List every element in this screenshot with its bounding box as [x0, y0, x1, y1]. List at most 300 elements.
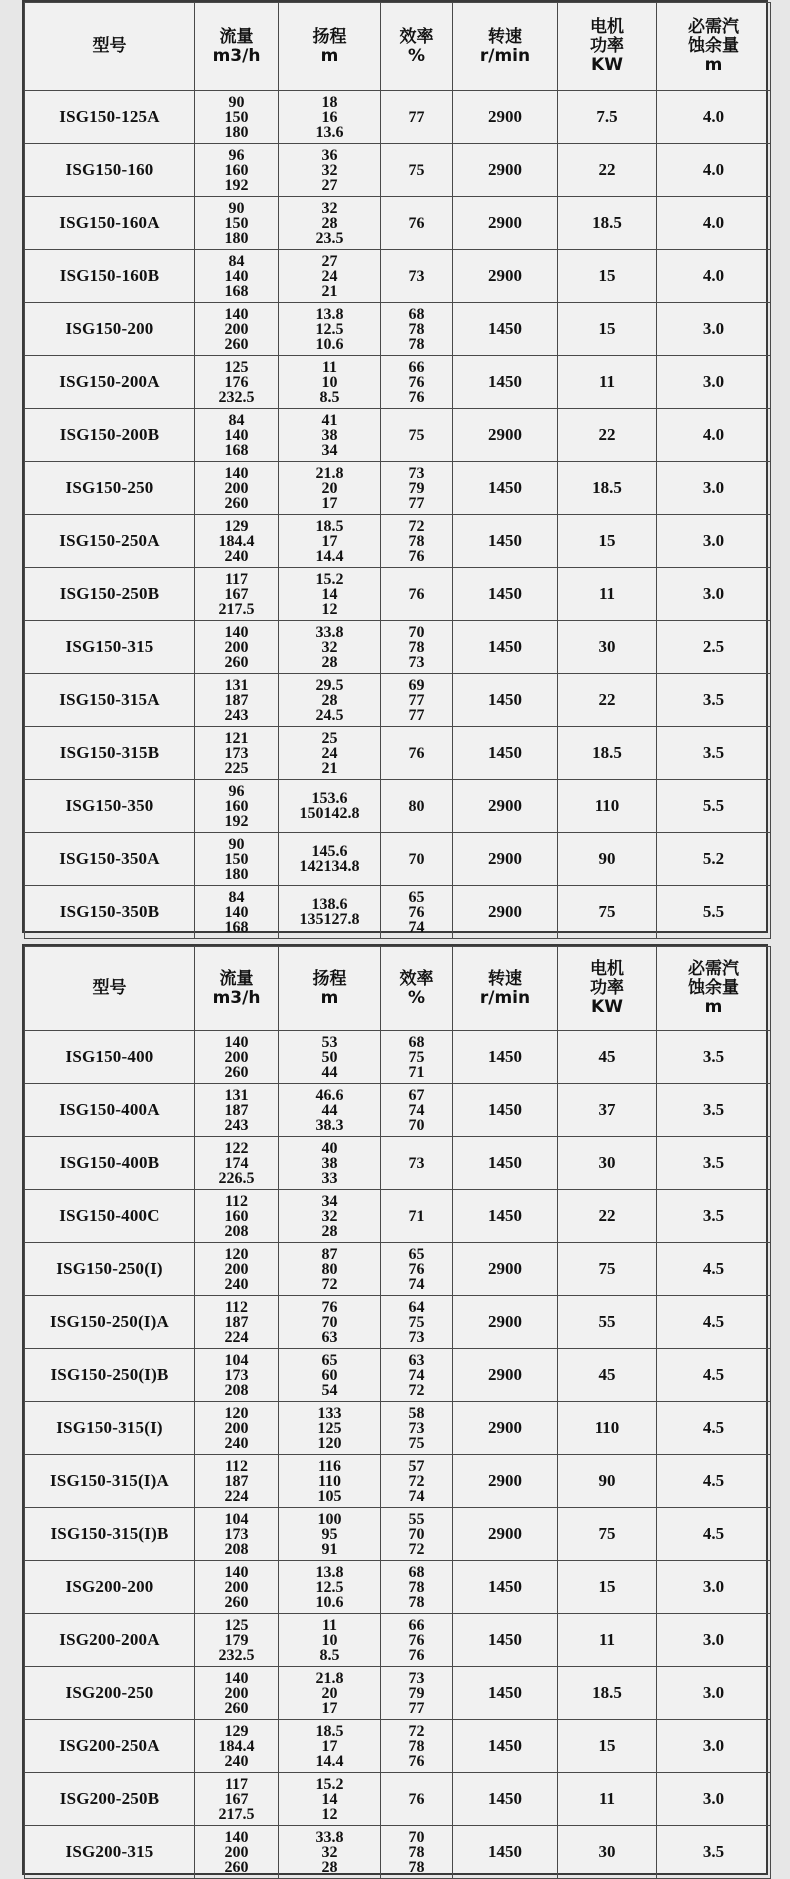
- flow-cell-value: 226.5: [218, 1169, 255, 1187]
- npsh-cell: 4.0: [657, 91, 771, 144]
- power-cell: 22: [558, 674, 657, 727]
- model-cell: ISG150-250A: [25, 515, 195, 568]
- head-cell-value: 32: [321, 638, 338, 656]
- flow-cell-value: 180: [224, 123, 249, 141]
- flow-cell: [195, 674, 279, 727]
- power-cell: 18.5: [558, 1667, 657, 1720]
- head-cell-value: 17: [321, 494, 338, 512]
- speed-cell: 1450: [453, 1773, 558, 1826]
- table-row: [25, 1402, 771, 1455]
- speed-cell: 1450: [453, 621, 558, 674]
- flow-cell-value: 84: [228, 252, 245, 270]
- efficiency-cell-value: 76: [408, 547, 425, 565]
- flow-cell: [195, 727, 279, 780]
- flow-cell-value: 84: [228, 888, 245, 906]
- efficiency-cell-value: 77: [408, 691, 425, 709]
- head-cell-value: 21.8: [315, 1669, 344, 1687]
- npsh-cell: 3.5: [657, 1190, 771, 1243]
- table-row: [25, 515, 771, 568]
- efficiency-cell: [381, 833, 453, 886]
- flow-cell: [195, 1561, 279, 1614]
- flow-cell-value: 140: [224, 1563, 249, 1581]
- npsh-cell: 3.0: [657, 1773, 771, 1826]
- flow-cell-value: 200: [224, 638, 249, 656]
- header-efficiency: 效率 %: [381, 3, 453, 91]
- head-cell-value: 12.5: [315, 320, 344, 338]
- head-cell-value: 125: [317, 1419, 342, 1437]
- power-cell: 30: [558, 1826, 657, 1879]
- flow-cell-value: 112: [224, 1298, 249, 1316]
- flow-cell-value: 200: [224, 1048, 249, 1066]
- flow-cell-value: 129: [224, 517, 249, 535]
- flow-cell-value: 260: [224, 1063, 249, 1081]
- speed-cell: 2900: [453, 1402, 558, 1455]
- flow-cell-value: 96: [228, 782, 245, 800]
- head-cell-value: 24: [321, 267, 338, 285]
- flow-cell: [195, 1773, 279, 1826]
- efficiency-cell-value: 78: [408, 1843, 425, 1861]
- efficiency-cell-value: 76: [408, 1752, 425, 1770]
- efficiency-cell: [381, 1402, 453, 1455]
- head-cell: [279, 780, 381, 833]
- flow-cell-value: 200: [224, 1843, 249, 1861]
- flow-cell-value: 168: [224, 918, 249, 936]
- flow-cell: [195, 1190, 279, 1243]
- efficiency-cell-value: 74: [408, 1275, 425, 1293]
- head-cell-value: 25: [321, 729, 338, 747]
- efficiency-cell-value: 78: [408, 638, 425, 656]
- npsh-cell: 3.0: [657, 515, 771, 568]
- speed-cell: 2900: [453, 250, 558, 303]
- power-cell: 22: [558, 144, 657, 197]
- efficiency-cell: [381, 674, 453, 727]
- flow-cell-value: 104: [224, 1510, 249, 1528]
- head-cell-value: 14.4: [315, 1752, 344, 1770]
- efficiency-cell-value: 68: [408, 1563, 425, 1581]
- efficiency-cell: [381, 1137, 453, 1190]
- head-cell: [279, 1349, 381, 1402]
- flow-cell-value: 200: [224, 320, 249, 338]
- head-cell: [279, 886, 381, 939]
- efficiency-cell-value: 75: [408, 1313, 425, 1331]
- npsh-cell: 3.0: [657, 1561, 771, 1614]
- flow-cell: [195, 356, 279, 409]
- head-cell-value: 20: [321, 1684, 338, 1702]
- power-cell: 30: [558, 621, 657, 674]
- head-cell: [279, 1773, 381, 1826]
- efficiency-cell-value: 69: [408, 676, 425, 694]
- table-row: [25, 780, 771, 833]
- head-cell-value: 18.5: [315, 517, 344, 535]
- model-cell: ISG150-315A: [25, 674, 195, 727]
- efficiency-cell-value: 78: [408, 320, 425, 338]
- spec-table-panel-1: [22, 0, 768, 936]
- flow-cell-value: 112: [224, 1457, 249, 1475]
- npsh-cell: 3.0: [657, 1667, 771, 1720]
- flow-cell-value: 200: [224, 1578, 249, 1596]
- head-cell-value: 27: [321, 252, 338, 270]
- table-row: [25, 197, 771, 250]
- model-cell: ISG150-250B: [25, 568, 195, 621]
- power-cell: 110: [558, 780, 657, 833]
- efficiency-cell-value: 70: [408, 623, 425, 641]
- efficiency-cell-value: 66: [408, 1616, 425, 1634]
- header-head: 扬程 m: [279, 3, 381, 91]
- table-row: [25, 1826, 771, 1879]
- head-cell-value: 17: [321, 1737, 338, 1755]
- flow-cell: [195, 1508, 279, 1561]
- efficiency-cell-value: 76: [408, 373, 425, 391]
- head-cell-value: 18.5: [315, 1722, 344, 1740]
- flow-cell: [195, 1349, 279, 1402]
- flow-cell-value: 232.5: [218, 1646, 255, 1664]
- table-body-2: [25, 1031, 771, 1879]
- efficiency-cell-value: 78: [408, 1578, 425, 1596]
- power-cell: 90: [558, 1455, 657, 1508]
- head-cell: [279, 91, 381, 144]
- model-cell: ISG150-160A: [25, 197, 195, 250]
- model-cell: ISG150-200B: [25, 409, 195, 462]
- table-row: [25, 356, 771, 409]
- flow-cell-value: 168: [224, 441, 249, 459]
- flow-cell-value: 129: [224, 1722, 249, 1740]
- head-cell: [279, 727, 381, 780]
- speed-cell: 1450: [453, 303, 558, 356]
- efficiency-cell: [381, 886, 453, 939]
- npsh-cell: 3.0: [657, 1614, 771, 1667]
- npsh-cell: 5.2: [657, 833, 771, 886]
- power-cell: 30: [558, 1137, 657, 1190]
- flow-cell: [195, 568, 279, 621]
- npsh-cell: 3.5: [657, 1031, 771, 1084]
- head-cell: [279, 1720, 381, 1773]
- table-row: [25, 568, 771, 621]
- head-cell-value: 50: [321, 1048, 338, 1066]
- flow-cell: [195, 1826, 279, 1879]
- power-cell: 15: [558, 250, 657, 303]
- head-cell: [279, 1084, 381, 1137]
- power-cell: 18.5: [558, 462, 657, 515]
- efficiency-cell-value: 67: [408, 1086, 425, 1104]
- model-cell: ISG150-160B: [25, 250, 195, 303]
- header-npsh: 必需汽 蚀余量 m: [657, 3, 771, 91]
- head-cell-value: 24.5: [315, 706, 344, 724]
- efficiency-cell: [381, 462, 453, 515]
- npsh-cell: 3.5: [657, 727, 771, 780]
- head-cell-value: 13.6: [315, 123, 344, 141]
- efficiency-cell-value: 72: [408, 1540, 425, 1558]
- power-cell: 7.5: [558, 91, 657, 144]
- power-cell: 75: [558, 1243, 657, 1296]
- flow-cell-value: 122: [224, 1139, 249, 1157]
- flow-cell-value: 192: [224, 812, 249, 830]
- efficiency-cell: [381, 621, 453, 674]
- head-cell: [279, 1508, 381, 1561]
- flow-cell-value: 117: [224, 1775, 249, 1793]
- flow-cell-value: 140: [224, 267, 249, 285]
- speed-cell: 2900: [453, 144, 558, 197]
- flow-cell-value: 187: [224, 1472, 249, 1490]
- flow-cell-value: 187: [224, 691, 249, 709]
- npsh-cell: 3.0: [657, 356, 771, 409]
- flow-cell-value: 184.4: [218, 532, 255, 550]
- flow-cell: [195, 780, 279, 833]
- head-cell-value: 29.5: [315, 676, 344, 694]
- efficiency-cell-value: 80: [408, 797, 425, 815]
- efficiency-cell-value: 72: [408, 517, 425, 535]
- head-cell-value: 138.6: [311, 896, 348, 913]
- efficiency-cell-value: 74: [408, 1101, 425, 1119]
- efficiency-cell: [381, 1508, 453, 1561]
- head-cell: [279, 409, 381, 462]
- head-cell-value: 10.6: [315, 1593, 344, 1611]
- flow-cell-value: 225: [224, 759, 249, 777]
- model-cell: ISG150-400C: [25, 1190, 195, 1243]
- efficiency-cell: [381, 1349, 453, 1402]
- speed-cell: 2900: [453, 1508, 558, 1561]
- header-model: 型号: [25, 3, 195, 91]
- speed-cell: 2900: [453, 1349, 558, 1402]
- header-npsh: 必需汽 蚀余量 m: [657, 947, 771, 1031]
- flow-cell-value: 260: [224, 653, 249, 671]
- pump-spec-table-2: [24, 946, 771, 1879]
- head-cell: [279, 1667, 381, 1720]
- efficiency-cell-value: 79: [408, 1684, 425, 1702]
- power-cell: 75: [558, 1508, 657, 1561]
- power-cell: 18.5: [558, 197, 657, 250]
- flow-cell-value: 140: [224, 426, 249, 444]
- flow-cell: [195, 144, 279, 197]
- flow-cell-value: 140: [224, 903, 249, 921]
- head-cell-value: 38: [321, 426, 338, 444]
- speed-cell: 2900: [453, 833, 558, 886]
- flow-cell-value: 174: [224, 1154, 249, 1172]
- head-cell-value: 28: [321, 691, 338, 709]
- head-cell: [279, 1031, 381, 1084]
- efficiency-cell: [381, 356, 453, 409]
- speed-cell: 2900: [453, 91, 558, 144]
- efficiency-cell-value: 71: [408, 1063, 425, 1081]
- head-cell-value: 60: [321, 1366, 338, 1384]
- flow-cell-value: 140: [224, 1828, 249, 1846]
- head-cell-value: 10: [321, 373, 338, 391]
- header-efficiency: 效率 %: [381, 947, 453, 1031]
- efficiency-cell: [381, 1561, 453, 1614]
- head-cell-value: 17: [321, 1699, 338, 1717]
- speed-cell: 1450: [453, 674, 558, 727]
- flow-cell-value: 260: [224, 1699, 249, 1717]
- model-cell: ISG150-315B: [25, 727, 195, 780]
- power-cell: 55: [558, 1296, 657, 1349]
- head-cell: [279, 515, 381, 568]
- flow-cell-value: 140: [224, 305, 249, 323]
- head-cell: [279, 1402, 381, 1455]
- head-cell-value: 14: [321, 585, 338, 603]
- power-cell: 37: [558, 1084, 657, 1137]
- head-cell-value: 17: [321, 532, 338, 550]
- flow-cell-value: 208: [224, 1222, 249, 1240]
- power-cell: 75: [558, 886, 657, 939]
- speed-cell: 1450: [453, 1137, 558, 1190]
- flow-cell-value: 120: [224, 1404, 249, 1422]
- flow-cell: [195, 303, 279, 356]
- flow-cell-value: 140: [224, 1033, 249, 1051]
- head-cell-value: 87: [321, 1245, 338, 1263]
- flow-cell-value: 131: [224, 1086, 249, 1104]
- head-cell-value: 100: [317, 1510, 342, 1528]
- head-cell-value: 32: [321, 1207, 338, 1225]
- flow-cell-value: 240: [224, 1434, 249, 1452]
- efficiency-cell: [381, 1190, 453, 1243]
- head-cell: [279, 462, 381, 515]
- flow-cell-value: 140: [224, 1669, 249, 1687]
- head-cell: [279, 1455, 381, 1508]
- head-cell: [279, 568, 381, 621]
- head-cell: [279, 144, 381, 197]
- head-cell-value: 150142.8: [299, 805, 360, 822]
- head-cell-value: 72: [321, 1275, 338, 1293]
- efficiency-cell: [381, 1773, 453, 1826]
- efficiency-cell-value: 77: [408, 494, 425, 512]
- flow-cell-value: 232.5: [218, 388, 255, 406]
- npsh-cell: 3.0: [657, 1720, 771, 1773]
- power-cell: 22: [558, 1190, 657, 1243]
- flow-cell-value: 160: [224, 1207, 249, 1225]
- head-cell-value: 15.2: [315, 570, 344, 588]
- npsh-cell: 3.0: [657, 568, 771, 621]
- flow-cell: [195, 621, 279, 674]
- power-cell: 11: [558, 568, 657, 621]
- model-cell: ISG150-200A: [25, 356, 195, 409]
- efficiency-cell: [381, 515, 453, 568]
- power-cell: 15: [558, 515, 657, 568]
- efficiency-cell: [381, 1296, 453, 1349]
- model-cell: ISG200-200: [25, 1561, 195, 1614]
- head-cell: [279, 303, 381, 356]
- efficiency-cell-value: 79: [408, 479, 425, 497]
- head-cell-value: 105: [317, 1487, 342, 1505]
- flow-cell: [195, 1137, 279, 1190]
- flow-cell-value: 240: [224, 1752, 249, 1770]
- flow-cell-value: 176: [224, 373, 249, 391]
- efficiency-cell-value: 73: [408, 267, 425, 285]
- flow-cell: [195, 1455, 279, 1508]
- npsh-cell: 3.0: [657, 462, 771, 515]
- efficiency-cell-value: 75: [408, 1048, 425, 1066]
- efficiency-cell-value: 68: [408, 305, 425, 323]
- table-row: [25, 1190, 771, 1243]
- flow-cell-value: 150: [224, 108, 249, 126]
- flow-cell-value: 240: [224, 1275, 249, 1293]
- speed-cell: 1450: [453, 1084, 558, 1137]
- efficiency-cell-value: 75: [408, 426, 425, 444]
- head-cell-value: 133: [317, 1404, 342, 1422]
- efficiency-cell-value: 77: [408, 108, 425, 126]
- head-cell-value: 28: [321, 1858, 338, 1876]
- table-row: [25, 1031, 771, 1084]
- power-cell: 11: [558, 1614, 657, 1667]
- head-cell-value: 33: [321, 1169, 338, 1187]
- model-cell: ISG150-315(I)A: [25, 1455, 195, 1508]
- head-cell-value: 21: [321, 759, 338, 777]
- power-cell: 15: [558, 1720, 657, 1773]
- head-cell-value: 15.2: [315, 1775, 344, 1793]
- speed-cell: 2900: [453, 409, 558, 462]
- flow-cell: [195, 91, 279, 144]
- table-row: [25, 303, 771, 356]
- npsh-cell: 5.5: [657, 780, 771, 833]
- efficiency-cell: [381, 1084, 453, 1137]
- table-row: [25, 91, 771, 144]
- npsh-cell: 3.5: [657, 674, 771, 727]
- head-cell-value: 41: [321, 411, 338, 429]
- header-model: 型号: [25, 947, 195, 1031]
- head-cell-value: 54: [321, 1381, 338, 1399]
- speed-cell: 1450: [453, 1667, 558, 1720]
- speed-cell: 2900: [453, 886, 558, 939]
- npsh-cell: 4.5: [657, 1455, 771, 1508]
- head-cell-value: 65: [321, 1351, 338, 1369]
- head-cell-value: 80: [321, 1260, 338, 1278]
- table-row: [25, 1296, 771, 1349]
- header-row: [25, 3, 771, 91]
- flow-cell-value: 173: [224, 1366, 249, 1384]
- model-cell: ISG150-315(I): [25, 1402, 195, 1455]
- head-cell-value: 120: [317, 1434, 342, 1452]
- efficiency-cell: [381, 1667, 453, 1720]
- speed-cell: 2900: [453, 1243, 558, 1296]
- head-cell: [279, 1243, 381, 1296]
- head-cell: [279, 833, 381, 886]
- npsh-cell: 4.0: [657, 144, 771, 197]
- table-row: [25, 1561, 771, 1614]
- efficiency-cell-value: 76: [408, 1790, 425, 1808]
- flow-cell-value: 179: [224, 1631, 249, 1649]
- efficiency-cell-value: 73: [408, 1669, 425, 1687]
- flow-cell-value: 160: [224, 797, 249, 815]
- table-row: [25, 833, 771, 886]
- efficiency-cell: [381, 727, 453, 780]
- flow-cell-value: 167: [224, 1790, 249, 1808]
- head-cell-value: 20: [321, 479, 338, 497]
- efficiency-cell-value: 78: [408, 335, 425, 353]
- model-cell: ISG150-250(I)B: [25, 1349, 195, 1402]
- npsh-cell: 5.5: [657, 886, 771, 939]
- flow-cell-value: 121: [224, 729, 249, 747]
- npsh-cell: 4.5: [657, 1508, 771, 1561]
- efficiency-cell: [381, 1826, 453, 1879]
- head-cell-value: 116: [317, 1457, 342, 1475]
- efficiency-cell: [381, 568, 453, 621]
- efficiency-cell: [381, 250, 453, 303]
- flow-cell-value: 260: [224, 1593, 249, 1611]
- table-row: [25, 1137, 771, 1190]
- efficiency-cell: [381, 409, 453, 462]
- efficiency-cell-value: 76: [408, 903, 425, 921]
- npsh-cell: 3.5: [657, 1084, 771, 1137]
- flow-cell: [195, 1084, 279, 1137]
- table-row: [25, 1720, 771, 1773]
- flow-cell: [195, 833, 279, 886]
- table-row: [25, 250, 771, 303]
- flow-cell-value: 200: [224, 1419, 249, 1437]
- head-cell-value: 135127.8: [299, 911, 360, 928]
- power-cell: 18.5: [558, 727, 657, 780]
- model-cell: ISG150-400B: [25, 1137, 195, 1190]
- flow-cell-value: 187: [224, 1313, 249, 1331]
- flow-cell: [195, 250, 279, 303]
- efficiency-cell: [381, 303, 453, 356]
